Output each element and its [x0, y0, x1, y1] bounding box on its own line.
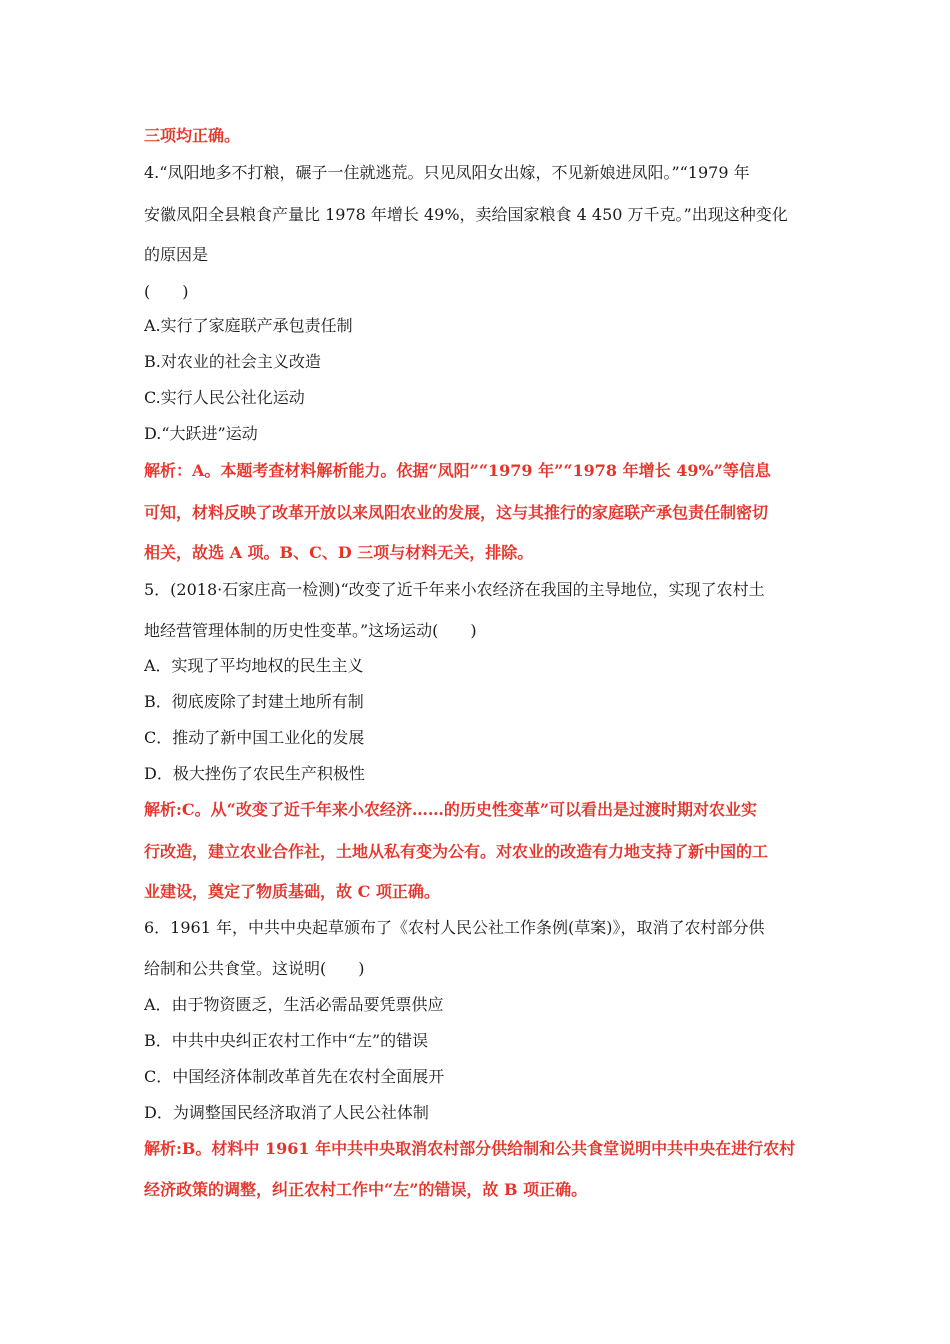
question-6-option-c: C．中国经济体制改革首先在农村全面展开 — [144, 1067, 445, 1086]
question-5-stem-line: 5．(2018·石家庄高一检测)“改变了近千年来小农经济在我国的主导地位，实现了农村土 — [144, 580, 765, 599]
question-4-option-c: C.实行人民公社化运动 — [144, 388, 305, 407]
question-5-answer-line: 业建设，奠定了物质基础，故 C 项正确。 — [144, 882, 440, 901]
question-6-option-d: D．为调整国民经济取消了人民公社体制 — [144, 1103, 429, 1122]
question-5-option-d: D．极大挫伤了农民生产积极性 — [144, 764, 365, 783]
question-5-stem-line: 地经营管理体制的历史性变革。”这场运动( ) — [144, 621, 477, 640]
question-4-stem-line: 4.“凤阳地多不打粮，碾子一住就逃荒。只见凤阳女出嫁，不见新娘进凤阳。”“1979 年 — [144, 163, 750, 182]
question-6-answer-line: 经济政策的调整，纠正农村工作中“左”的错误，故 B 项正确。 — [144, 1180, 588, 1199]
question-4-option-d: D.“大跃进”运动 — [144, 424, 258, 443]
question-5-option-b: B．彻底废除了封建土地所有制 — [144, 692, 364, 711]
question-4-option-a: A.实行了家庭联产承包责任制 — [144, 316, 353, 335]
question-5-answer-line: 解析:C。从“改变了近千年来小农经济……的历史性变革”可以看出是过渡时期对农业实 — [144, 800, 758, 819]
question-4-stem-line: 的原因是 — [144, 245, 209, 264]
question-4-answer-line: 解析：A。本题考查材料解析能力。依据“凤阳”“1979 年”“1978 年增长 49%”等信息 — [144, 461, 771, 480]
question-6-stem-line: 给制和公共食堂。这说明( ) — [144, 959, 365, 978]
question-6-stem-line: 6．1961 年，中共中央起草颁布了《农村人民公社工作条例(草案)》，取消了农村部分供 — [144, 918, 765, 937]
question-5-answer-line: 行改造，建立农业合作社，土地从私有变为公有。对农业的改造有力地支持了新中国的工 — [144, 842, 769, 861]
question-4-answer-line: 相关，故选 A 项。B、C、D 三项与材料无关，排除。 — [144, 543, 534, 562]
question-6-option-a: A．由于物资匮乏，生活必需品要凭票供应 — [144, 995, 444, 1014]
question-6-option-b: B．中共中央纠正农村工作中“左”的错误 — [144, 1031, 429, 1050]
question-5-option-a: A．实现了平均地权的民生主义 — [144, 656, 364, 675]
question-4-option-b: B.对农业的社会主义改造 — [144, 352, 321, 371]
question-4-blank: ( ) — [144, 282, 189, 301]
question-5-option-c: C．推动了新中国工业化的发展 — [144, 728, 365, 747]
answer-text-line: 三项均正确。 — [144, 126, 241, 145]
question-4-answer-line: 可知，材料反映了改革开放以来凤阳农业的发展，这与其推行的家庭联产承包责任制密切 — [144, 503, 769, 522]
question-4-stem-line: 安徽凤阳全县粮食产量比 1978 年增长 49%，卖给国家粮食 4 450 万千克。”出现这种变化 — [144, 205, 788, 224]
question-6-answer-line: 解析:B。材料中 1961 年中共中央取消农村部分供给制和公共食堂说明中共中央在进行农村 — [144, 1139, 796, 1158]
